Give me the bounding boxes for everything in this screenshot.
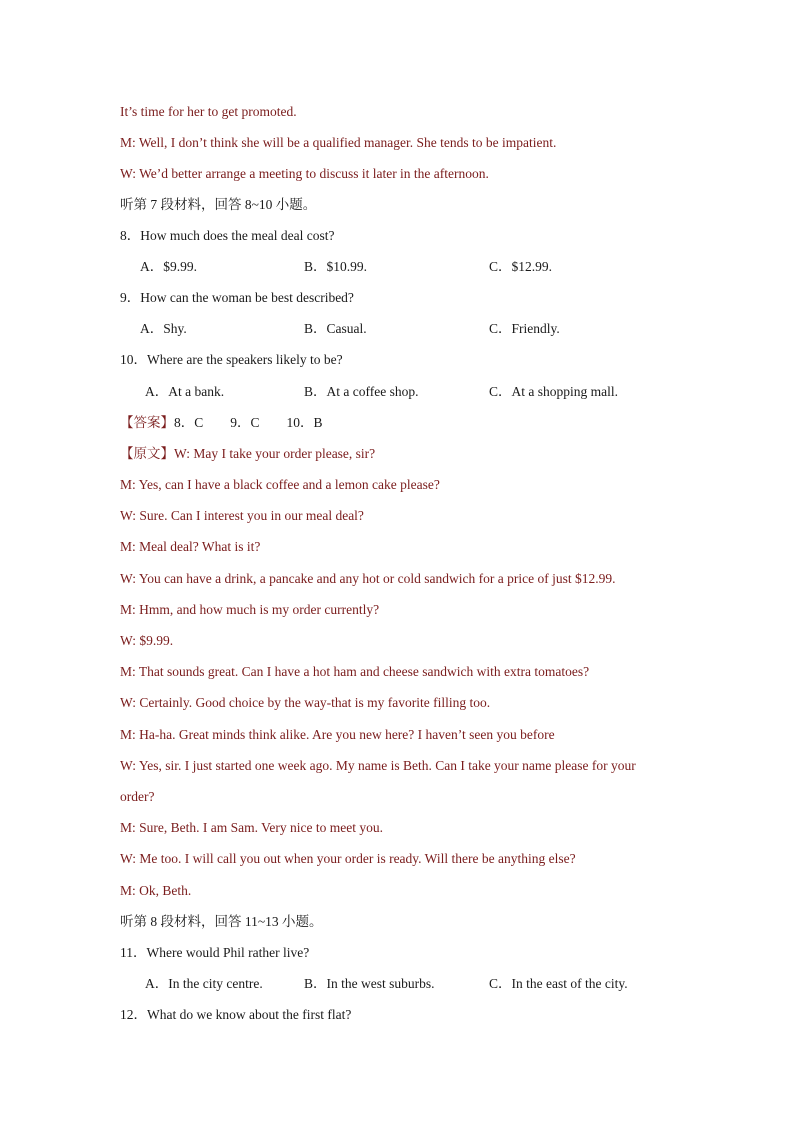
transcript-line: M: Well, I don’t think she will be a qualified manager. She tends to be impatient. (120, 135, 557, 150)
dialogue-line: M: Sure, Beth. I am Sam. Very nice to meet you. (120, 820, 383, 835)
question-11: 11．Where would Phil rather live? (120, 945, 310, 960)
option-a: A．At a bank. (145, 384, 225, 399)
dialogue-line: W: Yes, sir. I just started one week ago. My name is Beth. Can I take your name please for your (120, 758, 636, 773)
option-c: C．Friendly. (489, 321, 560, 336)
option-a: A．$9.99. (140, 259, 197, 274)
answer-tag: 【答案】 (120, 415, 174, 430)
option-a: A．Shy. (140, 321, 187, 336)
option-c: C．At a shopping mall. (489, 384, 618, 399)
dialogue-line: W: Me too. I will call you out when your order is ready. Will there be anything else? (120, 851, 576, 866)
question-10: 10．Where are the speakers likely to be? (120, 352, 343, 367)
dialogue-line: M: Ok, Beth. (120, 883, 192, 898)
option-a: A．In the city centre. (145, 976, 263, 991)
dialogue-line: M: Ha-ha. Great minds think alike. Are you new here? I haven’t seen you before (120, 727, 555, 742)
section-heading: 听第 8 段材料，回答 11~13 小题。 (120, 914, 323, 929)
option-c: C．In the east of the city. (489, 976, 628, 991)
dialogue-line: order? (120, 789, 155, 804)
dialogue-line: W: Certainly. Good choice by the way-that is my favorite filling too. (120, 695, 491, 710)
dialogue-line: M: Hmm, and how much is my order currently? (120, 602, 380, 617)
question-12: 12．What do we know about the first flat? (120, 1007, 352, 1022)
option-b: B．In the west suburbs. (304, 976, 435, 991)
transcript-line: It’s time for her to get promoted. (120, 104, 297, 119)
question-8: 8．How much does the meal deal cost? (120, 228, 335, 243)
transcript-line: W: We’d better arrange a meeting to discuss it later in the afternoon. (120, 166, 489, 181)
dialogue-line: W: You can have a drink, a pancake and any hot or cold sandwich for a price of just $12.99. (120, 571, 616, 586)
dialogue-line: W: $9.99. (120, 633, 174, 648)
option-c: C．$12.99. (489, 259, 553, 274)
original-line (120, 446, 375, 462)
question-9: 9．How can the woman be best described? (120, 290, 354, 305)
dialogue-line: M: Meal deal? What is it? (120, 539, 261, 554)
option-b: B．$10.99. (304, 259, 368, 274)
section-heading: 听第 7 段材料，回答 8~10 小题。 (120, 197, 317, 212)
dialogue-line: M: That sounds great. Can I have a hot ham and cheese sandwich with extra tomatoes? (120, 664, 590, 679)
dialogue-line: W: May I take your order please, sir? (174, 446, 376, 461)
original-tag: 【原文】 (120, 446, 174, 461)
answer-text: 8．C 9．C 10．B (174, 415, 323, 430)
option-b: B．Casual. (304, 321, 367, 336)
answer-line (120, 415, 323, 431)
dialogue-line: W: Sure. Can I interest you in our meal deal? (120, 508, 364, 523)
dialogue-line: M: Yes, can I have a black coffee and a lemon cake please? (120, 477, 440, 492)
option-b: B．At a coffee shop. (304, 384, 419, 399)
